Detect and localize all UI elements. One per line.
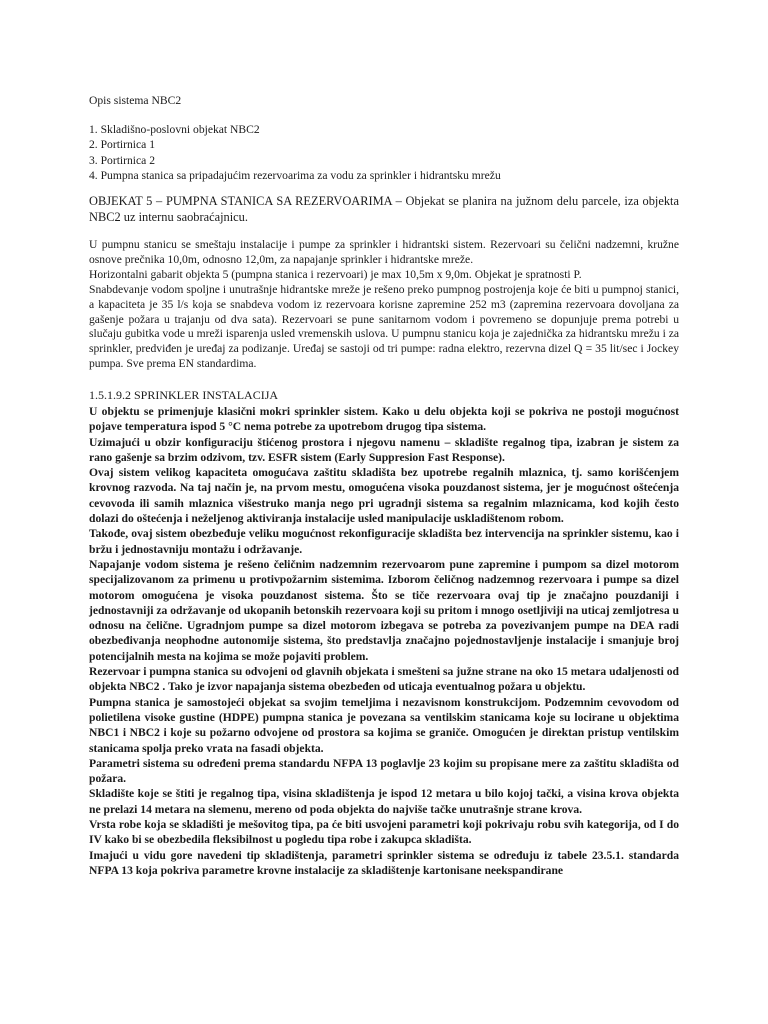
object-list (89, 122, 501, 183)
paragraph: Horizontalni gabarit objekta 5 (pumpna stanica i rezervoari) je max 10,5m x 9,0m. Objekat je spratnosti P. (89, 267, 582, 281)
object-heading: OBJEKAT 5 – PUMPNA STANICA SA REZERVOARIMA (89, 194, 392, 208)
paragraph: Rezervoar i pumpna stanica su odvojeni od glavnih objekata i smešteni sa južne strane na oko 15 metara udaljenosti od objekta NBC2 . Tako je izvor napajanja sistema obezbeđen od uticaja eventualnog požara u objektu. (89, 665, 679, 694)
intro-section (89, 238, 679, 372)
list-item: 1. Skladišno-poslovni objekat NBC2 (89, 123, 260, 136)
paragraph: Ovaj sistem velikog kapaciteta omogućava zaštitu skladišta bez upotrebe regalnih mlaznica, tj. samo korišćenjem krovnog razvoda. Na taj način je, na prvom mestu, omogućena visoka pouzdanost sistema, jer je mogućnost oštećenja cevovoda ili samih mlaznica višestruko manja nego pri ugradnji sistema sa regalnim mlaznicama, kod kojih često dolazi do oštećenja i neželjenog aktiviranja instalacije usled manipulacije uskladištenom robom. (89, 466, 679, 526)
object-heading-description: – Objekat se planira na južnom delu parcele, iza objekta NBC2 uz internu saobraćajnicu. (89, 194, 679, 224)
paragraph: Snabdevanje vodom spoljne i unutrašnje hidrantske mreže je rešeno preko pumpnog postrojenja koje će biti u pumpnoj stanici, a kapaciteta je 35 l/s koja se snabdeva vodom iz rezervoara korisne zapremine 252 m3 (zapremina rezervoara dovoljana za gašenje požara u trajanju od dva sata). Rezervoari se pune sanitarnom vodom i povremeno se dopunjuje prema potrebi u slučaju gubitka vode u mreži isparenja usled vremenskih uslova. U pumpnu stanicu koja je zajednička za hidrantsku mrežu i za sprinkler, predviđen je uređaj za podizanje. Uređaj se sastoji od tri pumpe: radna elektro, rezervna dizel Q = 35 lit/sec i Jockey pumpa. Sve prema EN standardima. (89, 282, 679, 371)
list-item: 3. Portirnica 2 (89, 153, 156, 167)
sprinkler-section-body (89, 404, 679, 878)
paragraph: Vrsta robe koja se skladišti je mešovitog tipa, pa će biti usvojeni parametri koji pokrivaju robu svih kategorija, od I do IV kako bi se obezbedila fleksibilnost u pogledu tipa robe i zakupca skladišta. (89, 818, 679, 847)
paragraph: Skladište koje se štiti je regalnog tipa, visina skladištenja je ispod 12 metara u bilo kojoj tački, a visina krova objekta ne prelazi 14 metara na slemenu, mereno od poda objekta do najviše tačke unutrašnje strane krova. (89, 787, 679, 816)
document-title: Opis sistema NBC2 (89, 94, 182, 107)
section-title: 1.5.1.9.2 SPRINKLER INSTALACIJA (89, 388, 279, 402)
object-heading-paragraph (89, 193, 679, 225)
paragraph: Uzimajući u obzir konfiguraciju štićenog prostora i njegovu namenu – skladište regalnog tipa, izabran je sistem za rano gašenje sa brzim odzivom, tzv. ESFR sistem (Early Suppresion Fast Response). (89, 435, 679, 464)
paragraph: Napajanje vodom sistema je rešeno čeličnim nadzemnim rezervoarom pune zapremine i pumpom sa dizel motorom specijalizovanom za primenu u protivpožarnim sistemima. Izborom čeličnog nadzemnog rezervoara i pumpe sa dizel motorom omogućena je visoka pouzdanost sistema. Što se tiče rezervoara ovaj tip je značajno pouzdaniji i jednostavniji za održavanje od ukopanih betonskih rezervoara koji su pritom i mnogo osetljiviji na uticaj zemljotresa u odnosu na čelične. Ugradnjom pumpe sa dizel motorom izbegava se potreba za povezivanjem pumpe na DEA radi obezbeđivanja neophodne autonomije sistema, što predstavlja značajno pojednostavljenje instalacije i smanjuje broj potencijalnih mesta na kojima se može pojaviti problem. (89, 557, 679, 663)
paragraph: Imajući u vidu gore navedeni tip skladištenja, parametri sprinkler sistema se određuju iz tabele 23.5.1. standarda NFPA 13 koja pokriva parametre krovne instalacije za skladištenje kartonisane neekspandirane (89, 848, 679, 877)
list-item: 2. Portirnica 1 (89, 138, 156, 152)
paragraph: Takođe, ovaj sistem obezbeđuje veliku mogućnost rekonfiguracije skladišta bez intervencija na sprinkler sistemu, kao i bržu i jednostavniju montažu i održavanje. (89, 527, 679, 556)
paragraph: Pumpna stanica je samostojeći objekat sa svojim temeljima i nezavisnom konstrukcijom. Podzemnim cevovodom od polietilena visoke gustine (HDPE) pumpna stanica je povezana sa ventilskim stanicama koje su locirane u objektima NBC1 i NBC2 i koje su požarno odvojene od prostora sa kojima se graniče. Omogućen je direktan pristup ventilskim stanicama spolja preko vrata na fasadi objekta. (89, 695, 679, 755)
paragraph: Parametri sistema su određeni prema standardu NFPA 13 poglavlje 23 kojim su propisane mere za zaštitu skladišta od požara. (89, 756, 679, 786)
paragraph: U objektu se primenjuje klasični mokri sprinkler sistem. Kako u delu objekta koji se pokriva ne postoji mogućnost pojave temperatura ispod 5 °C nema potrebe za upotrebom drugog tipa sistema. (89, 405, 679, 434)
list-item: 4. Pumpna stanica sa pripadajućim rezervoarima za vodu za sprinkler i hidrantsku mrežu (89, 168, 501, 182)
paragraph: U pumpnu stanicu se smeštaju instalacije i pumpe za sprinkler i hidrantski sistem. Rezervoari su čelični nadzemni, kružne osnove prečnika 10,0m, odnosno 12,0m, za napajanje sprinkler i hidrantske mreže. (89, 238, 679, 266)
